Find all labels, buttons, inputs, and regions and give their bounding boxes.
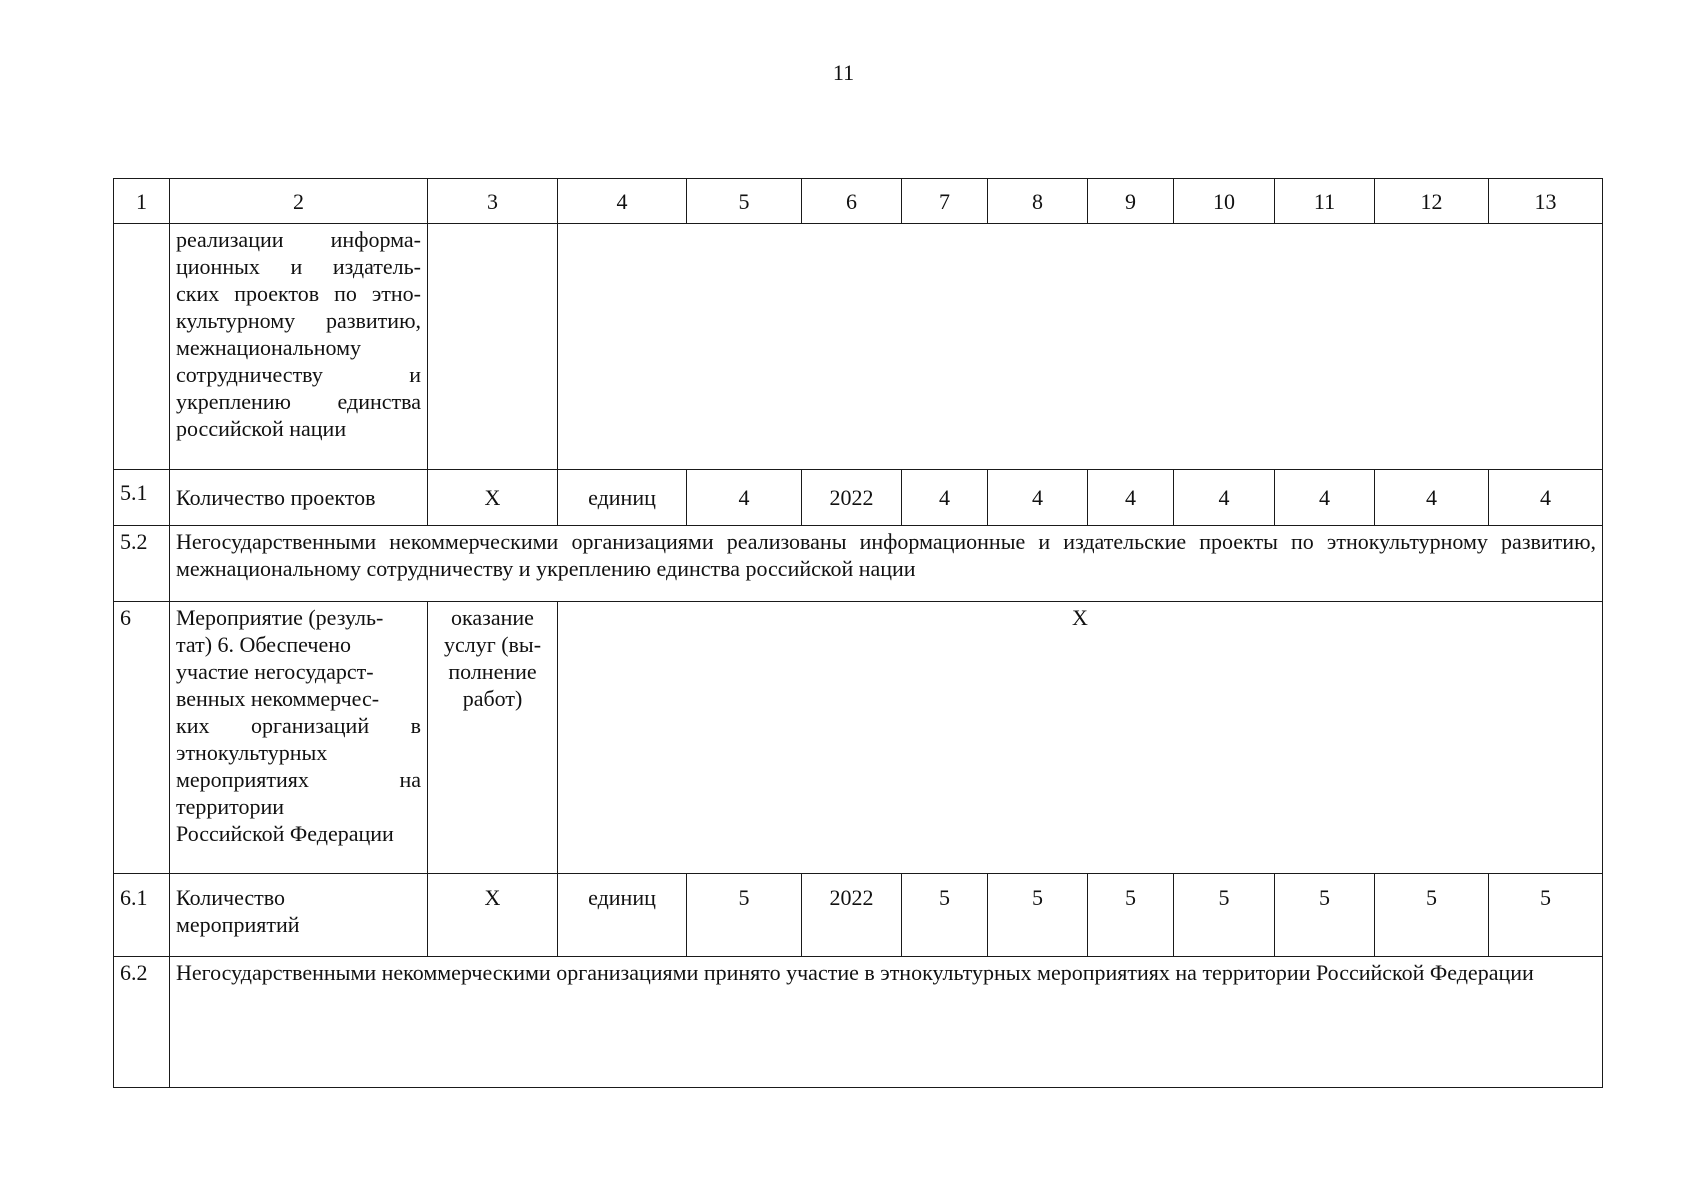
header-cell: 9 [1088,179,1174,224]
year-value: 5 [1375,874,1489,957]
event-type-cell [428,602,558,874]
table-row-6-2 [114,957,1603,1088]
name-line: ционных и издатель- [176,254,421,279]
indicator-name-cell [170,874,428,957]
year-value: 4 [1088,470,1174,526]
event-name-cell [170,602,428,874]
table-row-6-1 [114,874,1603,957]
year-value: 4 [1174,470,1275,526]
header-cell: 10 [1174,179,1275,224]
table-header-row [114,179,1603,224]
header-cell: 13 [1489,179,1603,224]
year-value: 4 [1375,470,1489,526]
year-value: 4 [1275,470,1375,526]
name-line: венных некоммерчес- [176,686,380,711]
name-line: реализации информа- [176,227,421,252]
name-line: тат) 6. Обеспечено [176,632,351,657]
header-cell: 5 [687,179,802,224]
row-number: 5.2 [114,526,170,602]
name-line: ких организаций в [176,713,421,738]
type-mark: X [428,874,558,957]
year-value: 4 [988,470,1088,526]
header-cell: 8 [988,179,1088,224]
header-cell: 7 [902,179,988,224]
year-value: 5 [1088,874,1174,957]
table-row-continuation [114,224,1603,470]
base-value: 4 [687,470,802,526]
header-cell: 2 [170,179,428,224]
type-line: оказание [451,605,534,630]
name-line: участие негосударст- [176,659,374,684]
header-cell: 12 [1375,179,1489,224]
name-line: сотрудничеству и [176,362,421,387]
event-mark: X [558,602,1603,874]
type-line: работ) [462,686,523,711]
name-line: межнациональному [176,335,361,360]
row-name-cell [170,224,428,470]
name-line: укреплению единства [176,389,421,414]
result-description: Негосударственными некоммерческими организациями принято участие в этнокультурных мероприятиях на территории Российской Федерации [170,957,1603,1088]
row-number-cell [114,224,170,470]
year-value: 4 [1489,470,1603,526]
header-cell: 3 [428,179,558,224]
name-line: российской нации [176,416,347,441]
unit: единиц [558,470,687,526]
row-number: 6.2 [114,957,170,1088]
year-value: 5 [1489,874,1603,957]
table-row-5-2 [114,526,1603,602]
header-cell: 6 [802,179,902,224]
row-empty-span [558,224,1603,470]
header-cell: 4 [558,179,687,224]
name-line: этнокультурных [176,740,328,765]
table-row-5-1 [114,470,1603,526]
type-line: полнение [448,659,537,684]
page-number: 11 [832,60,855,85]
header-cell: 1 [114,179,170,224]
row-number: 5.1 [114,470,170,526]
unit: единиц [558,874,687,957]
year-value: 5 [902,874,988,957]
base-year: 2022 [802,874,902,957]
targets-table [113,178,1603,1088]
table-row-6 [114,602,1603,874]
year-value: 5 [1174,874,1275,957]
name-line: Мероприятие (резуль- [176,605,384,630]
name-line: мероприятиях на [176,767,421,792]
row-type-cell [428,224,558,470]
name-line: территории [176,794,285,819]
name-line: Количество [176,885,286,910]
year-value: 4 [902,470,988,526]
type-mark: X [428,470,558,526]
header-cell: 11 [1275,179,1375,224]
year-value: 5 [988,874,1088,957]
row-number: 6 [114,602,170,874]
base-value: 5 [687,874,802,957]
row-number: 6.1 [114,874,170,957]
year-value: 5 [1275,874,1375,957]
type-line: услуг (вы- [443,632,542,657]
indicator-name: Количество проектов [170,470,428,526]
name-line: культурному развитию, [176,308,421,333]
name-line: ских проектов по этно- [176,281,421,306]
name-line: Российской Федерации [176,821,394,846]
base-year: 2022 [802,470,902,526]
name-line: мероприятий [176,912,300,937]
result-description: Негосударственными некоммерческими организациями реализованы информационные и издательские проекты по этнокультурному развитию, межнациональному сотрудничеству и укреплению единства российской нации [170,526,1603,602]
